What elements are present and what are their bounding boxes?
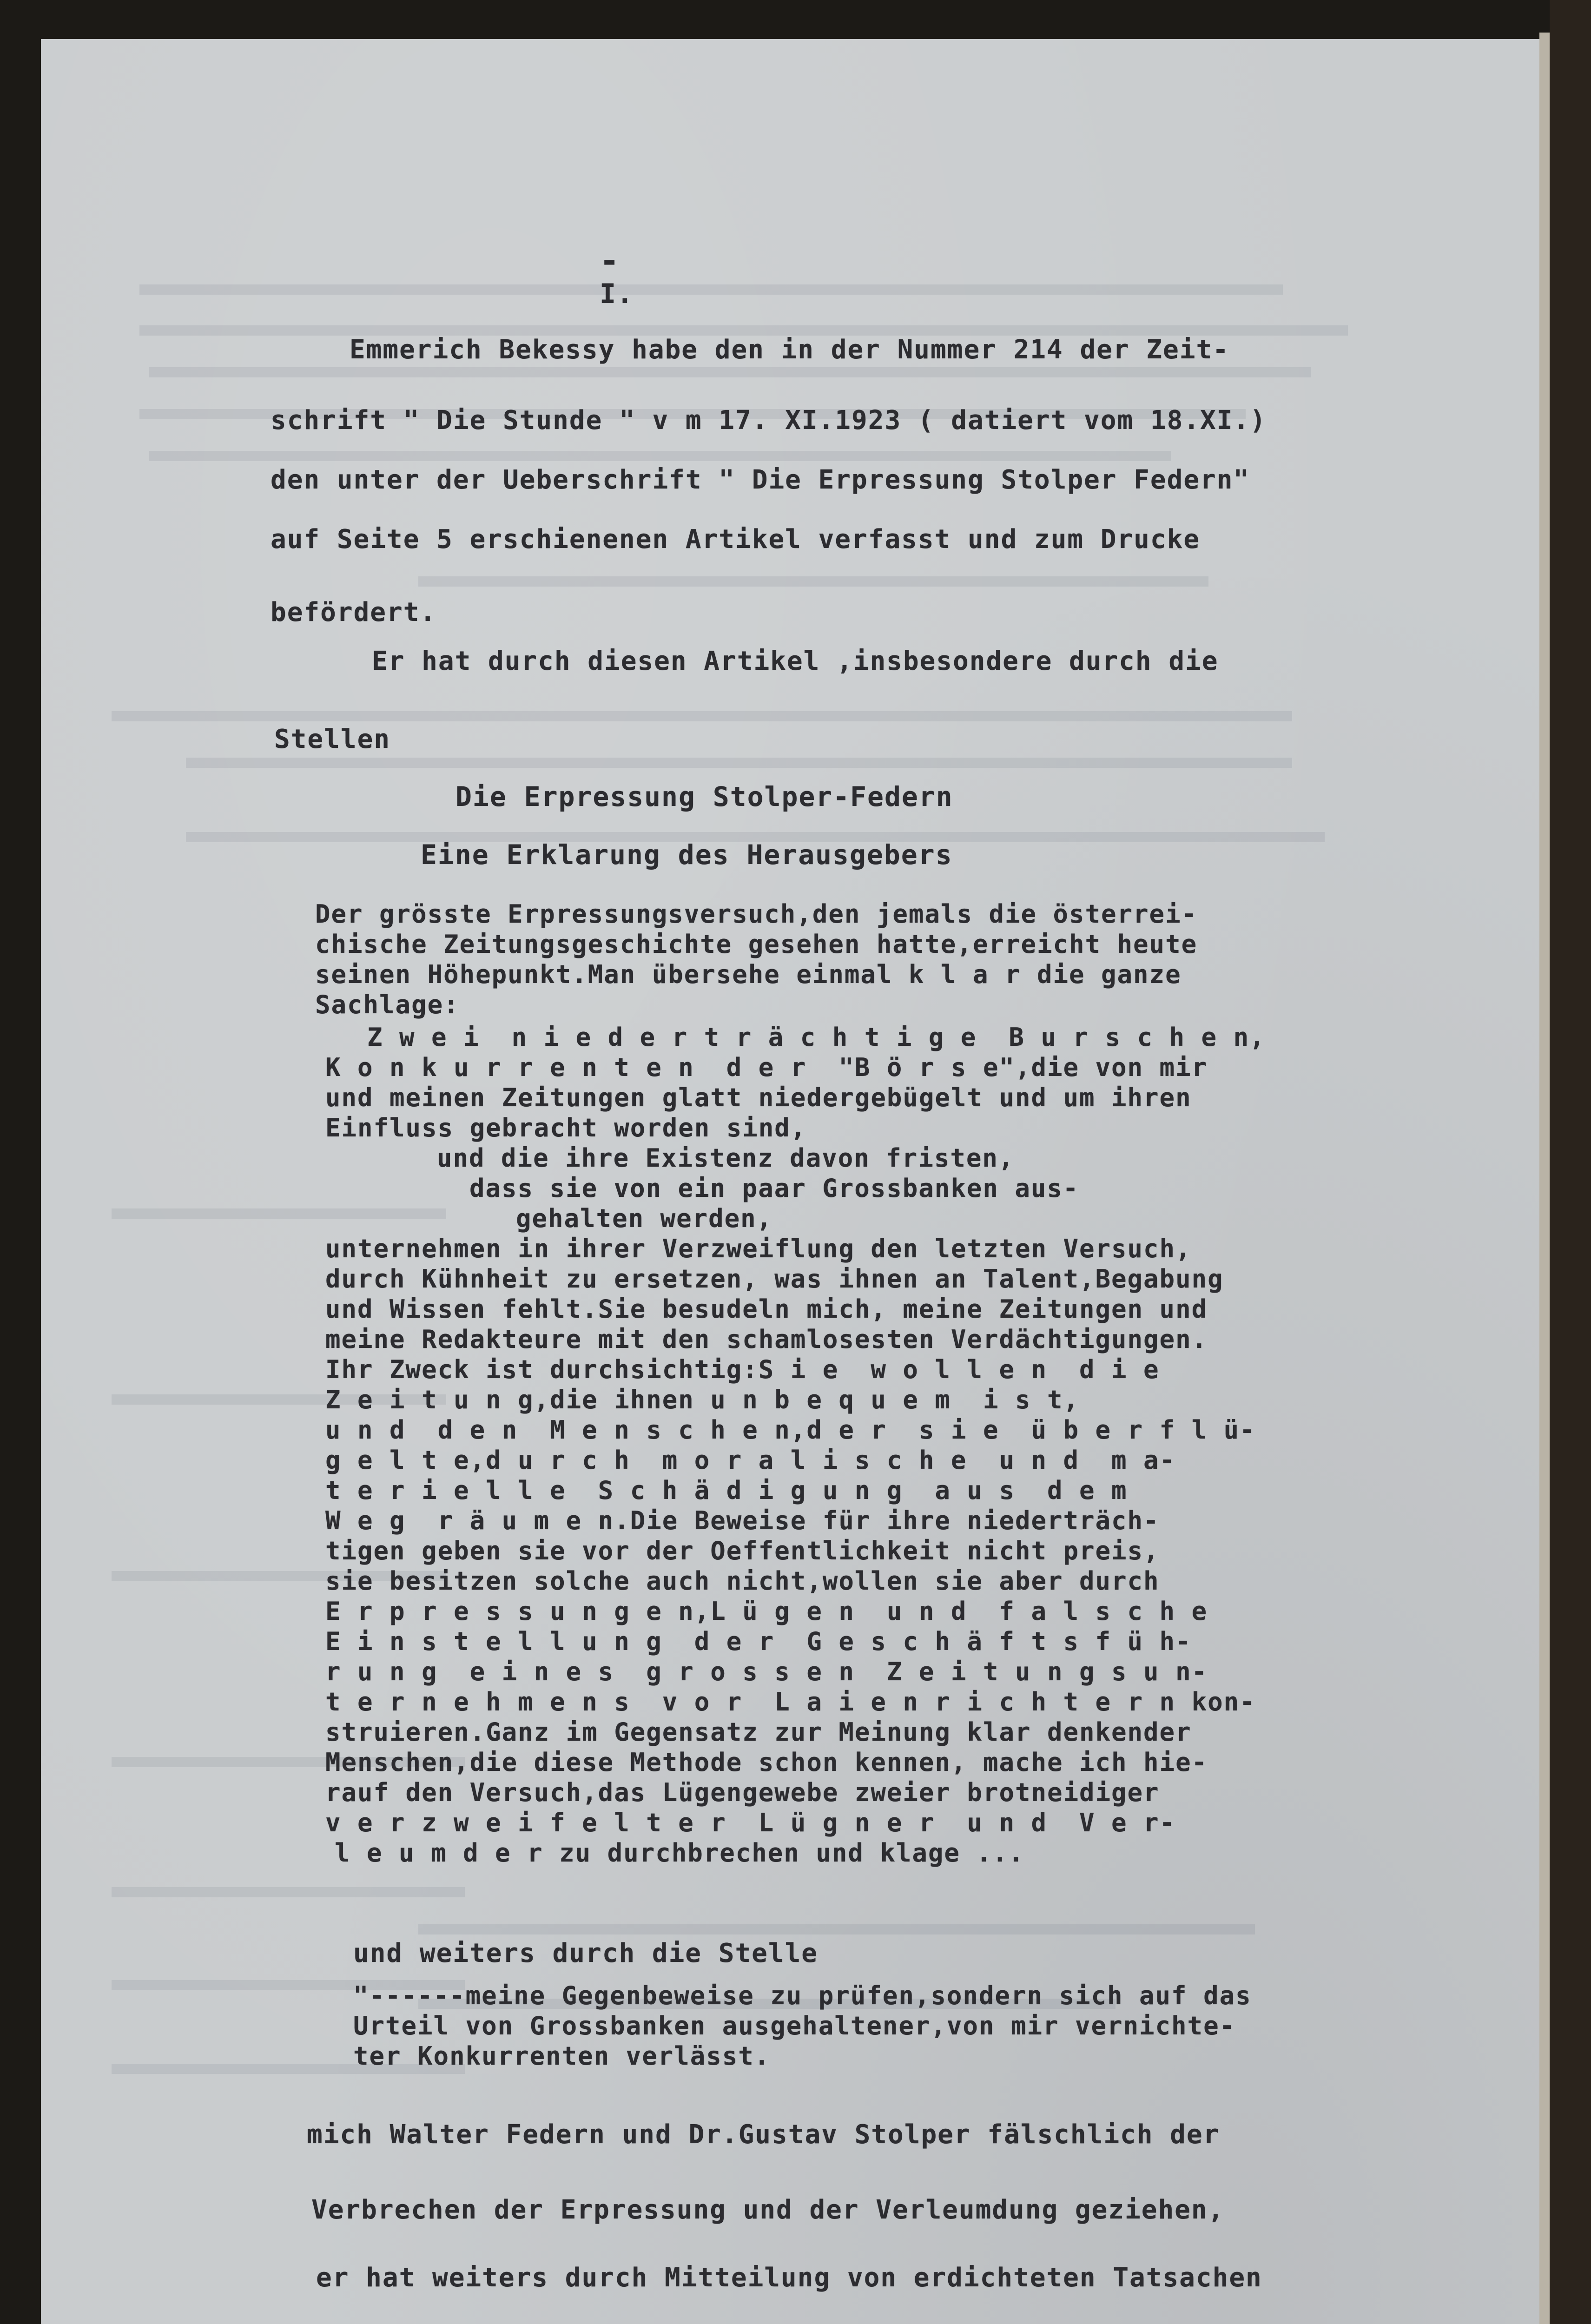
quote-line: chische Zeitungsgeschichte gesehen hatte,erreicht heute: [315, 930, 1198, 959]
quote-line: sie besitzen solche auch nicht,wollen sie aber durch: [325, 1566, 1160, 1596]
second-lead: und weiters durch die Stelle: [353, 1938, 819, 1968]
quote-line: W e g r ä u m e n.Die Beweise für ihre niederträch-: [325, 1506, 1160, 1535]
intro-line: befördert.: [271, 597, 437, 627]
quote-line: K o n k u r r e n t e n d e r "B ö r s e",die von mir: [325, 1053, 1208, 1082]
quote-line: und Wissen fehlt.Sie besudeln mich, meine Zeitungen und: [325, 1294, 1208, 1324]
quote-line: Z e i t u n g,die ihnen u n b e q u e m i s t,: [325, 1385, 1080, 1414]
quote-line: tigen geben sie vor der Oeffentlichkeit nicht preis,: [325, 1536, 1160, 1565]
quote-line: Einfluss gebracht worden sind,: [325, 1113, 807, 1142]
quote-line: seinen Höhepunkt.Man übersehe einmal k l a r die ganze: [315, 960, 1182, 989]
quote-line: Sachlage:: [315, 990, 460, 1019]
quote-line: Ihr Zweck ist durchsichtig:S i e w o l l e n d i e: [325, 1355, 1160, 1384]
second-quote-line: Urteil von Grossbanken ausgehaltener,von mir vernichte-: [353, 2011, 1236, 2040]
article-subheading: Eine Erklarung des Herausgebers: [421, 839, 953, 871]
intro-line: den unter der Ueberschrift " Die Erpressung Stolper Federn": [271, 465, 1250, 495]
quote-line: struieren.Ganz im Gegensatz zur Meinung klar denkender: [325, 1717, 1192, 1747]
quote-line: l e u m d e r zu durchbrechen und klage ...: [335, 1838, 1024, 1868]
quote-line: u n d d e n M e n s c h e n,d e r s i e ü b e r f l ü-: [325, 1415, 1256, 1445]
intro-line: auf Seite 5 erschienenen Artikel verfasst und zum Drucke: [271, 524, 1201, 555]
quote-line: und meinen Zeitungen glatt niedergebügelt und um ihren: [325, 1083, 1192, 1112]
quote-line: Z w e i n i e d e r t r ä c h t i g e B u r s c h e n,: [367, 1023, 1266, 1052]
quote-line: dass sie von ein paar Grossbanken aus-: [469, 1174, 1079, 1203]
intro-line: Emmerich Bekessy habe den in der Nummer 214 der Zeit-: [350, 335, 1229, 365]
closing-line: mich Walter Federn und Dr.Gustav Stolper fälschlich der: [307, 2119, 1220, 2150]
closing-line: er hat weiters durch Mitteilung von erdichteten Tatsachen: [316, 2263, 1262, 2293]
article-heading: Die Erpressung Stolper-Federn: [456, 781, 953, 812]
quote-line: und die ihre Existenz davon fristen,: [437, 1143, 1015, 1173]
quote-line: unternehmen in ihrer Verzweiflung den letzten Versuch,: [325, 1234, 1192, 1263]
quote-line: meine Redakteure mit den schamlosesten Verdächtigungen.: [325, 1325, 1208, 1354]
binding-edge: [1550, 0, 1591, 2324]
quote-line: t e r i e l l e S c h ä d i g u n g a u s d e m: [325, 1476, 1128, 1505]
second-quote-line: "------meine Gegenbeweise zu prüfen,sondern sich auf das: [353, 1981, 1252, 2010]
closing-line: Verbrechen der Erpressung und der Verleumdung geziehen,: [311, 2195, 1225, 2225]
quote-line: t e r n e h m e n s v o r L a i e n r i c h t e r n kon-: [325, 1687, 1256, 1717]
quote-line: g e l t e,d u r c h m o r a l i s c h e u n d m a-: [325, 1446, 1176, 1475]
quote-line: v e r z w e i f e l t e r L ü g n e r u n d V e r-: [325, 1808, 1176, 1837]
quote-line: r u n g e i n e s g r o s s e n Z e i t u n g s u n-: [325, 1657, 1208, 1686]
quote-line: Der grösste Erpressungsversuch,den jemals die österrei-: [315, 899, 1198, 929]
top-dash: -: [600, 242, 621, 280]
second-quote-line: ter Konkurrenten verlässt.: [353, 2041, 771, 2071]
lead-line: Stellen: [274, 724, 391, 754]
lead-line: Er hat durch diesen Artikel ,insbesondere durch die: [372, 646, 1219, 676]
quote-line: Menschen,die diese Methode schon kennen, mache ich hie-: [325, 1748, 1208, 1777]
quote-line: E i n s t e l l u n g d e r G e s c h ä f t s f ü h-: [325, 1627, 1192, 1656]
intro-line: schrift " Die Stunde " v m 17. XI.1923 ( datiert vom 18.XI.): [271, 405, 1267, 436]
section-number: I.: [600, 278, 634, 310]
quote-line: gehalten werden,: [516, 1204, 773, 1233]
quote-line: E r p r e s s u n g e n,L ü g e n u n d f a l s c h e: [325, 1597, 1208, 1626]
page-edge-strip: [1539, 33, 1550, 2324]
quote-line: durch Kühnheit zu ersetzen, was ihnen an Talent,Begabung: [325, 1264, 1224, 1294]
quote-line: rauf den Versuch,das Lügengewebe zweier brotneidiger: [325, 1778, 1160, 1807]
